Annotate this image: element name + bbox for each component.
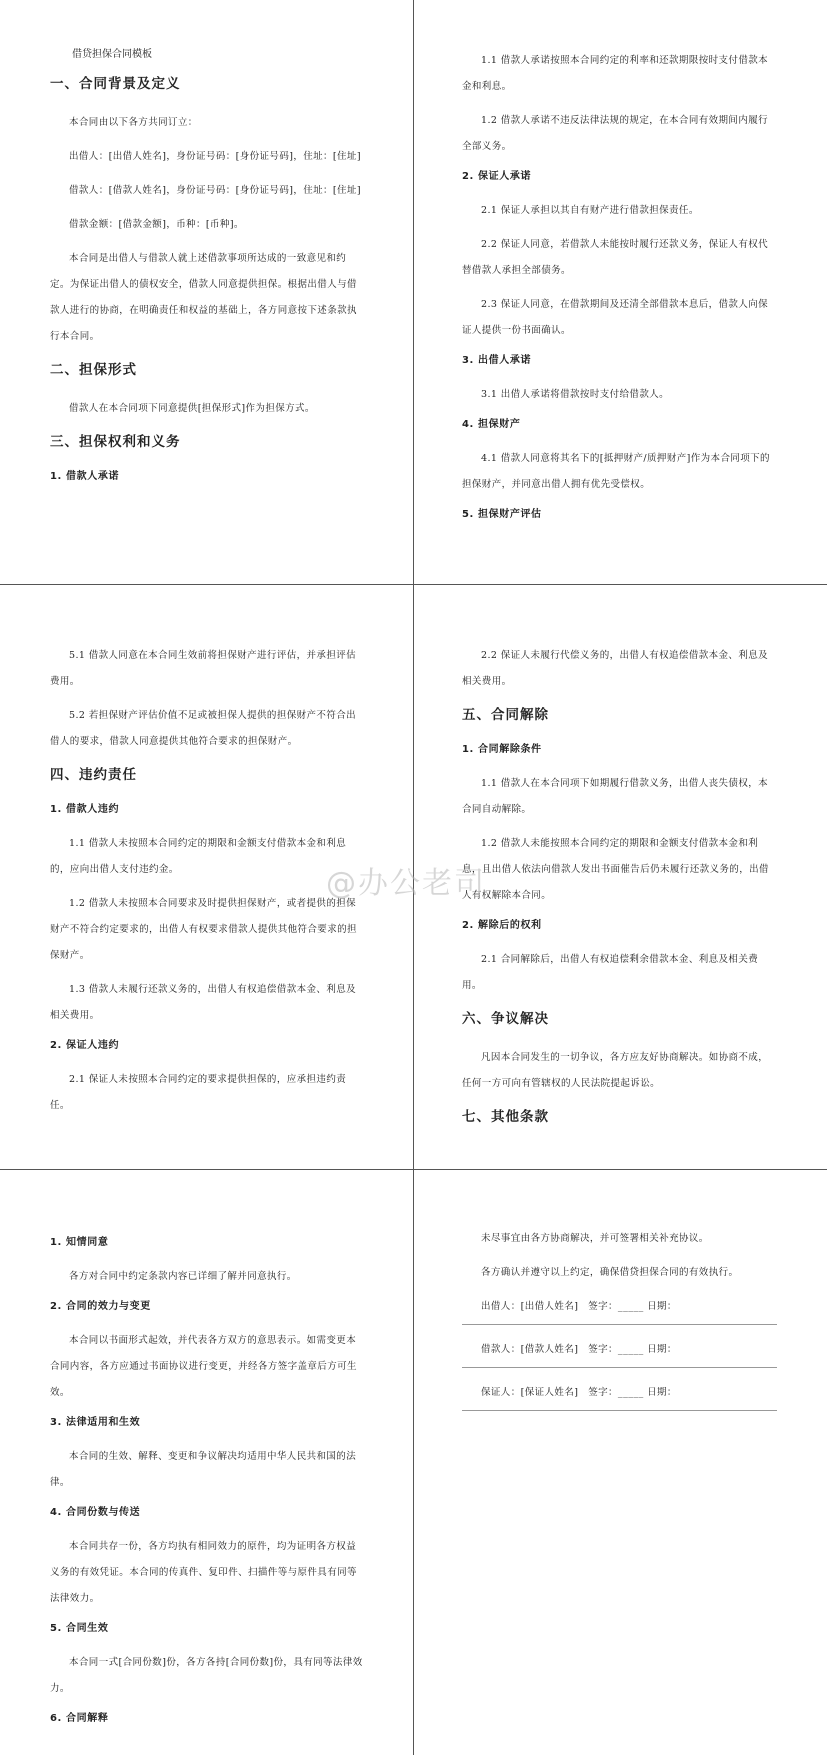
paragraph: 本合同由以下各方共同订立：: [69, 117, 198, 128]
paragraph: 2.1 保证人未按照本合同约定的要求提供担保的，应承担违约责任。: [50, 1074, 347, 1111]
paragraph: 未尽事宜由各方协商解决，并可签署相关补充协议。: [481, 1233, 709, 1244]
paragraph: 2.2 保证人未履行代偿义务的，出借人有权追偿借款本金、利息及相关费用。: [462, 650, 769, 687]
paragraph: 2.1 保证人承担以其自有财产进行借款担保责任。: [481, 205, 699, 216]
paragraph: 1.1 借款人承诺按照本合同约定的利率和还款期限按时支付借款本金和利息。: [462, 55, 769, 92]
subsection-heading: 1. 知情同意: [50, 1237, 109, 1248]
section-heading: 四、违约责任: [50, 767, 137, 783]
section-heading: 七、其他条款: [462, 1109, 549, 1125]
paragraph: 各方对合同中约定条款内容已详细了解并同意执行。: [69, 1271, 297, 1282]
paragraph: 1.1 借款人未按照本合同约定的期限和金额支付借款本金和利息的，应向出借人支付违约金。: [50, 838, 347, 875]
subsection-heading: 2. 保证人承诺: [462, 171, 532, 182]
paragraph: 5.2 若担保财产评估价值不足或被担保人提供的担保财产不符合出借人的要求，借款人同意提供其他符合要求的担保财产。: [50, 710, 357, 747]
document-page-3: [0, 585, 414, 1170]
paragraph: 借款人：[借款人姓名]，身份证号码：[身份证号码]，住址：[住址]: [69, 185, 361, 196]
signature-line-lender: [462, 1294, 777, 1325]
paragraph: 本合同是出借人与借款人就上述借款事项所达成的一致意见和约定。为保证出借人的债权安全，借款人同意提供担保。根据出借人与借款人进行的协商，在明确责任和权益的基础上，各方同意按下述条款执行本合同。: [50, 253, 357, 342]
section-heading: 一、合同背景及定义: [50, 76, 181, 92]
paragraph: 1.2 借款人未按照本合同要求及时提供担保财产，或者提供的担保财产不符合约定要求的，出借人有权要求借款人提供其他符合要求的担保财产。: [50, 898, 357, 961]
paragraph: 本合同共存一份，各方均执有相同效力的原件，均为证明各方权益义务的有效凭证。本合同的传真件、复印件、扫描件等与原件具有同等法律效力。: [50, 1541, 357, 1604]
document-page-1: [0, 0, 414, 585]
subsection-heading: 2. 合同的效力与变更: [50, 1301, 151, 1312]
signature-text: 出借人：[出借人姓名] 签字：_____ 日期：: [481, 1301, 677, 1312]
document-title: 借贷担保合同模板: [72, 49, 152, 60]
paragraph: 1.2 借款人承诺不违反法律法规的规定，在本合同有效期间内履行全部义务。: [462, 115, 769, 152]
subsection-heading: 4. 合同份数与传送: [50, 1507, 141, 1518]
paragraph: 3.1 出借人承诺将借款按时支付给借款人。: [481, 389, 670, 400]
subsection-heading: 1. 合同解除条件: [462, 744, 542, 755]
paragraph: 凡因本合同发生的一切争议，各方应友好协商解决。如协商不成，任何一方可向有管辖权的人民法院提起诉讼。: [462, 1052, 769, 1089]
paragraph: 本合同的生效、解释、变更和争议解决均适用中华人民共和国的法律。: [50, 1451, 357, 1488]
paragraph: 1.1 借款人在本合同项下如期履行借款义务，出借人丧失债权，本合同自动解除。: [462, 778, 769, 815]
document-page-6: [414, 1170, 827, 1755]
paragraph: 各方确认并遵守以上约定，确保借贷担保合同的有效执行。: [481, 1267, 739, 1278]
document-page-5: [0, 1170, 414, 1755]
paragraph: 本合同一式[合同份数]份，各方各持[合同份数]份，具有同等法律效力。: [50, 1657, 363, 1694]
subsection-heading: 2. 解除后的权利: [462, 920, 542, 931]
paragraph: 借款人在本合同项下同意提供[担保形式]作为担保方式。: [69, 403, 315, 414]
signature-text: 借款人：[借款人姓名] 签字：_____ 日期：: [481, 1344, 677, 1355]
paragraph: 1.3 借款人未履行还款义务的，出借人有权追偿借款本金、利息及相关费用。: [50, 984, 357, 1021]
paragraph: 5.1 借款人同意在本合同生效前将担保财产进行评估，并承担评估费用。: [50, 650, 357, 687]
paragraph: 2.3 保证人同意，在借款期间及还清全部借款本息后，借款人向保证人提供一份书面确认。: [462, 299, 769, 336]
subsection-heading: 1. 借款人承诺: [50, 471, 120, 482]
subsection-heading: 3. 出借人承诺: [462, 355, 532, 366]
signature-text: 保证人：[保证人姓名] 签字：_____ 日期：: [481, 1387, 677, 1398]
document-page-4: [414, 585, 827, 1170]
paragraph: 本合同以书面形式起效，并代表各方双方的意思表示。如需变更本合同内容，各方应通过书面协议进行变更，并经各方签字盖章后方可生效。: [50, 1335, 357, 1398]
subsection-heading: 4. 担保财产: [462, 419, 521, 430]
paragraph: 1.2 借款人未能按照本合同约定的期限和金额支付借款本金和利息，且出借人依法向借款人发出书面催告后仍未履行还款义务的，出借人有权解除本合同。: [462, 838, 769, 901]
paragraph: 4.1 借款人同意将其名下的[抵押财产/质押财产]作为本合同项下的担保财产，并同意出借人拥有优先受偿权。: [462, 453, 770, 490]
paragraph: 2.2 保证人同意，若借款人未能按时履行还款义务，保证人有权代替借款人承担全部债务。: [462, 239, 769, 276]
paragraph: 2.1 合同解除后，出借人有权追偿剩余借款本金、利息及相关费用。: [462, 954, 759, 991]
subsection-heading: 2. 保证人违约: [50, 1040, 120, 1051]
subsection-heading: 3. 法律适用和生效: [50, 1417, 141, 1428]
document-page-2: [414, 0, 827, 585]
section-heading: 六、争议解决: [462, 1011, 549, 1027]
subsection-heading: 1. 借款人违约: [50, 804, 120, 815]
watermark: @办公老司: [326, 866, 486, 901]
signature-line-guarantor: [462, 1380, 777, 1411]
section-heading: 五、合同解除: [462, 707, 549, 723]
section-heading: 二、担保形式: [50, 362, 137, 378]
signature-line-borrower: [462, 1337, 777, 1368]
paragraph: 出借人：[出借人姓名]，身份证号码：[身份证号码]，住址：[住址]: [69, 151, 361, 162]
paragraph: 借款金额：[借款金额]，币种：[币种]。: [69, 219, 244, 230]
subsection-heading: 5. 合同生效: [50, 1623, 109, 1634]
subsection-heading: 6. 合同解释: [50, 1713, 109, 1724]
section-heading: 三、担保权利和义务: [50, 434, 181, 450]
subsection-heading: 5. 担保财产评估: [462, 509, 542, 520]
